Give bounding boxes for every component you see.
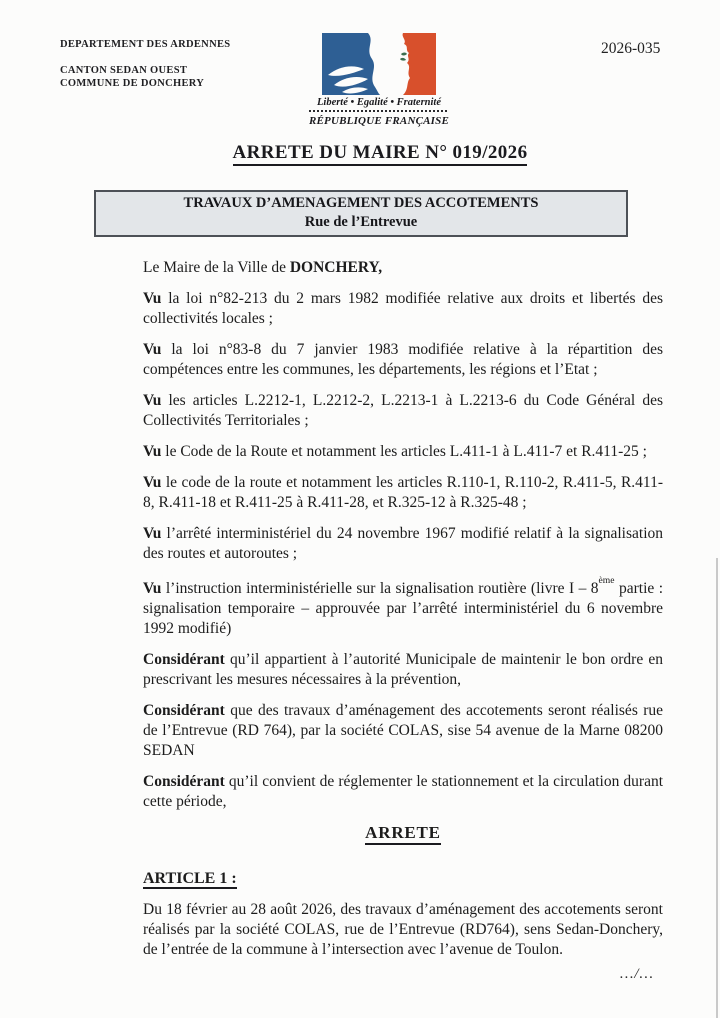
subject-banner-line2: Rue de l’Entrevue [304,214,418,230]
article-1-heading: ARTICLE 1 : [143,870,237,888]
motto-label: Liberté • Egalité • Fraternité [316,97,441,108]
recital-paragraph: Vu l’instruction interministérielle sur la signalisation routière (livre I – 8ème partie : signalisation temporaire – approuvée par l’arrêté interministériel du 6 novembre 1992 modifié) [143,574,664,638]
marianne-logo-icon [322,33,436,95]
commune-label: COMMUNE DE DONCHERY [60,78,205,89]
commune-name-bold: DONCHERY, [289,259,383,276]
scan-artifact-line [716,558,718,1018]
recital-paragraph: Vu la loi n°83-8 du 7 janvier 1983 modifiée relative à la répartition des compétences entre les communes, les départements, les régions et l’Etat ; [143,341,663,378]
considerant-paragraph: Considérant qu’il convient de réglementer le stationnement et la circulation durant cette période, [143,773,664,811]
considerant-paragraph: Considérant que des travaux d’aménagement des accotements seront réalisés rue de l’Entrevue (RD 764), par la société COLAS, sise 54 avenue de la Marne 08200 SEDAN [143,702,663,760]
canton-label: CANTON SEDAN OUEST [60,65,188,76]
considerant-paragraph: Considérant qu’il appartient à l’autorité Municipale de maintenir le bon ordre en prescrivant les mesures nécessaires à la prévention, [143,651,663,689]
republic-label: RÉPUBLIQUE FRANÇAISE [308,115,449,127]
article-1-section [143,869,663,960]
department-label: DEPARTEMENT DES ARDENNES [60,39,231,50]
header-authority-block [60,38,230,90]
logo-dashed-separator [309,110,449,112]
recital-paragraph: Vu l’arrêté interministériel du 24 novembre 1967 modifié relatif à la signalisation des routes et autoroutes ; [143,525,663,562]
recital-paragraph: Vu les articles L.2212-1, L.2212-2, L.2213-1 à L.2213-6 du Code Général des Collectivités Territoriales ; [143,392,663,429]
document-body [143,258,663,971]
subject-banner-line1: TRAVAUX D’AMENAGEMENT DES ACCOTEMENTS [183,195,539,211]
document-title: ARRETE DU MAIRE N° 019/2026 [50,142,710,164]
republique-francaise-logo-block [303,33,455,127]
recital-paragraph: Vu le code de la route et notamment les articles R.110-1, R.110-2, R.411-5, R.411-8, R.411-18 et R.411-25 à R.411-28, et R.325-12 à R.325-48 ; [143,474,664,511]
decision-heading: ARRETE [143,823,663,844]
intro-paragraph: Le Maire de la Ville de DONCHERY, [143,259,383,276]
ordinal-superscript: ème [598,574,615,586]
continuation-mark: …/… [620,966,654,982]
subject-banner [94,190,628,237]
recital-paragraph: Vu le Code de la Route et notamment les articles L.411-1 à L.411-7 et R.411-25 ; [143,443,647,460]
document-reference-number: 2026-035 [601,40,661,57]
article-1-text: Du 18 février au 28 août 2026, des travaux d’aménagement des accotements seront réalisés par la société COLAS, rue de l’Entrevue (RD764), sens Sedan-Donchery, de l’entrée de la commune à l’intersection avec l’avenue de Toulon. [143,901,663,959]
recital-paragraph: Vu la loi n°82-213 du 2 mars 1982 modifiée relative aux droits et libertés des collectivités locales ; [143,290,663,327]
